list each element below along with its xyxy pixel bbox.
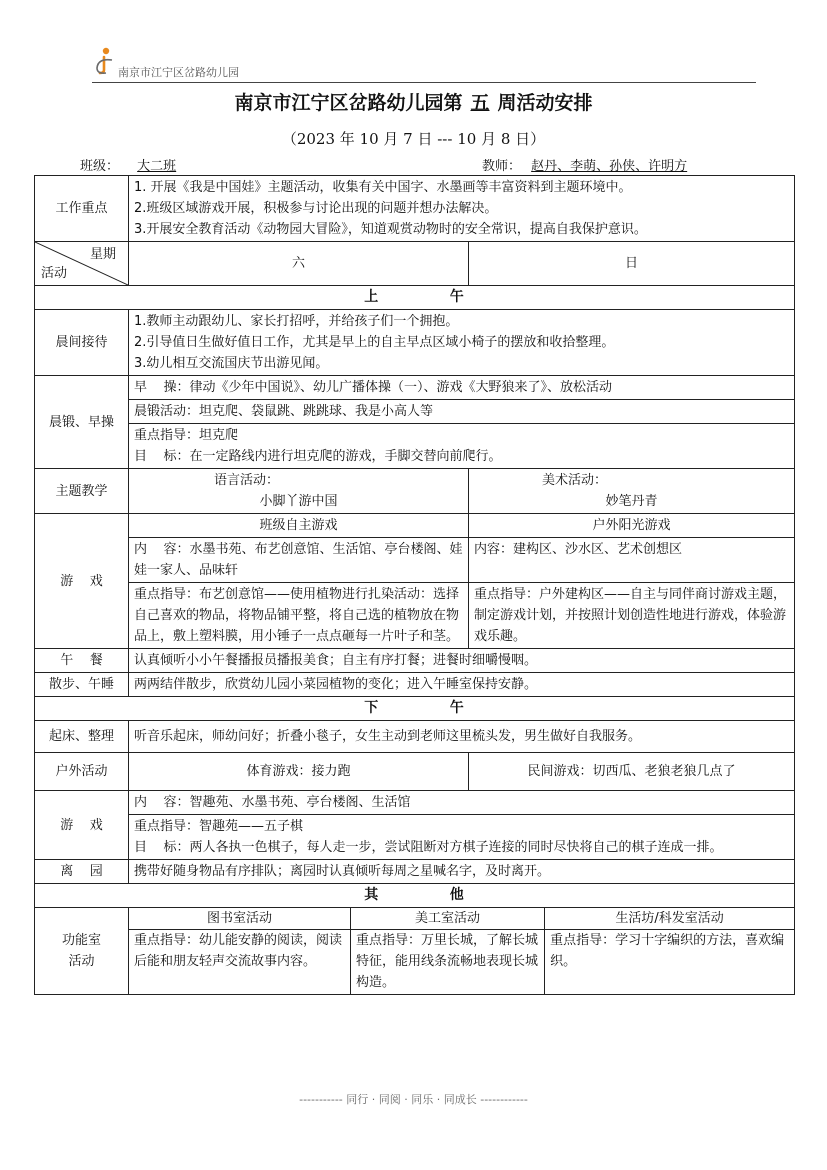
game-pm-guidance-cell	[129, 815, 795, 860]
date-range: （2023 年 10 月 7 日 --- 10 月 8 日）	[281, 130, 546, 148]
game-am-left-content: 内 容：水墨书苑、布艺创意馆、生活馆、亭台楼阁、娃娃一家人、品味轩	[129, 538, 469, 583]
lunch-content: 认真倾听小小午餐播报员播报美食；自主有序打餐；进餐时细嚼慢咽。	[129, 649, 795, 673]
art-room-content: 重点指导：万里长城，了解长城特征，能用线条流畅地表现长城构造。	[350, 930, 544, 995]
exercise-row-2	[35, 400, 795, 424]
exercise-activities: 晨锻活动：坦克爬、袋鼠跳、跳跳球、我是小高人等	[129, 400, 795, 424]
exercise-guidance-cell	[129, 424, 795, 469]
game-pm-row-2	[35, 815, 795, 860]
day-saturday: 六	[129, 242, 469, 286]
days-header-row	[35, 242, 795, 286]
outdoor-folk: 民间游戏：切西瓜、老狼老狼几点了	[469, 753, 795, 791]
function-room-label-line1: 功能室	[61, 933, 101, 948]
reception-row	[35, 310, 795, 376]
game-pm-content: 内 容：智趣苑、水墨书苑、亭台楼阁、生活馆	[129, 791, 795, 815]
reception-line: 3.幼儿相互交流国庆节出游见闻。	[134, 356, 329, 371]
exercise-goal: 目 标：在一定路线内进行坦克爬的游戏，手脚交替向前爬行。	[134, 449, 502, 464]
class-value: 大二班	[137, 159, 177, 174]
exercise-row-1	[35, 376, 795, 400]
teacher-info	[482, 155, 687, 174]
section-afternoon: 下 午	[35, 697, 795, 721]
exercise-label: 晨锻、早操	[35, 376, 129, 469]
afternoon-section-row	[35, 697, 795, 721]
game-am-right-guidance: 重点指导：户外建构区——自主与同伴商讨游戏主题，制定游戏计划，并按照计划创造性地进行游戏，体验游戏乐趣。	[469, 583, 795, 649]
game-am-title-row	[35, 514, 795, 538]
school-logo-icon	[92, 46, 116, 76]
leave-label: 离 园	[35, 860, 129, 884]
theme-art-cell	[469, 469, 795, 514]
function-room-table	[129, 908, 794, 994]
focus-line: 3.开展安全教育活动《动物园大冒险》，知道观赏动物时的安全常识，提高自我保护意识。	[134, 222, 647, 237]
art-room-title: 美工室活动	[350, 908, 544, 930]
game-am-right-content: 内容：建构区、沙水区、艺术创想区	[469, 538, 795, 583]
reception-label: 晨间接待	[35, 310, 129, 376]
reception-line: 1.教师主动跟幼儿、家长打招呼，并给孩子们一个拥抱。	[134, 314, 459, 329]
game-pm-guidance: 重点指导：智趣苑——五子棋	[134, 819, 304, 834]
outdoor-sports: 体育游戏：接力跑	[129, 753, 469, 791]
theme-art-name: 妙笔丹青	[605, 494, 658, 509]
diagonal-header-cell	[35, 242, 129, 286]
lunch-label: 午 餐	[35, 649, 129, 673]
schedule-table	[34, 175, 795, 995]
wakeup-label: 起床、整理	[35, 721, 129, 753]
title-suffix: 周活动安排	[497, 92, 593, 114]
page-footer: ----------- 同行 · 同阅 · 同乐 · 同成长 ------------	[299, 1093, 528, 1106]
section-morning: 上 午	[35, 286, 795, 310]
function-room-label-line2: 活动	[68, 954, 95, 969]
class-info	[80, 155, 176, 174]
game-pm-label: 游 戏	[35, 791, 129, 860]
day-sunday: 日	[469, 242, 795, 286]
class-label: 班级：	[80, 159, 120, 174]
focus-content	[129, 176, 795, 242]
header-divider	[92, 82, 756, 83]
teacher-value: 赵丹、李萌、孙侠、许明方	[531, 159, 688, 174]
game-am-content-row	[35, 538, 795, 583]
exercise-content: 早 操：律动《少年中国说》、幼儿广播体操（一）、游戏《大野狼来了》、放松活动	[129, 376, 795, 400]
function-room-cell	[129, 908, 795, 995]
theme-language-type: 语言活动：	[214, 473, 280, 488]
walk-nap-label: 散步、午睡	[35, 673, 129, 697]
morning-section-row	[35, 286, 795, 310]
function-room-title-row	[129, 908, 794, 930]
life-room-content: 重点指导：学习十字编织的方法，喜欢编织。	[550, 933, 785, 969]
game-am-guidance-row	[35, 583, 795, 649]
exercise-row-3	[35, 424, 795, 469]
leave-row	[35, 860, 795, 884]
function-room-row	[35, 908, 795, 995]
focus-row	[35, 176, 795, 242]
page-title	[0, 88, 827, 115]
exercise-guidance: 重点指导：坦克爬	[134, 428, 239, 443]
game-pm-row-1	[35, 791, 795, 815]
teacher-label: 教师：	[482, 159, 522, 174]
library-content: 重点指导：幼儿能安静的阅读，阅读后能和朋友轻声交流故事内容。	[129, 930, 350, 995]
theme-language-name: 小脚丫游中国	[259, 494, 338, 509]
reception-content	[129, 310, 795, 376]
lunch-row	[35, 649, 795, 673]
weekday-label: 星期	[89, 247, 116, 262]
game-am-right-title: 户外阳光游戏	[469, 514, 795, 538]
other-section-row	[35, 884, 795, 908]
walk-nap-row	[35, 673, 795, 697]
theme-art-type: 美术活动：	[542, 473, 608, 488]
focus-label: 工作重点	[35, 176, 129, 242]
theme-row	[35, 469, 795, 514]
reception-line: 2.引导值日生做好值日工作，尤其是早上的自主早点区域小椅子的摆放和收拾整理。	[134, 335, 615, 350]
title-week: 五	[470, 92, 490, 114]
page-header	[92, 44, 756, 84]
life-room-title: 生活坊/科发室活动	[545, 908, 794, 930]
wakeup-row	[35, 721, 795, 753]
library-title: 图书室活动	[129, 908, 350, 930]
activity-label: 活动	[41, 266, 68, 281]
focus-line: 2.班级区域游戏开展，积极参与讨论出现的问题并想办法解决。	[134, 201, 498, 216]
section-other: 其 他	[35, 884, 795, 908]
game-pm-goal: 目 标：两人各执一色棋子，每人走一步，尝试阻断对方棋子连接的同时尽快将自己的棋子连成一排。	[134, 840, 723, 855]
title-prefix: 南京市江宁区岔路幼儿园第	[234, 92, 463, 114]
outdoor-row	[35, 753, 795, 791]
focus-line: 1. 开展《我是中国娃》主题活动，收集有关中国字、水墨画等丰富资料到主题环境中。	[134, 180, 632, 195]
walk-nap-content: 两两结伴散步，欣赏幼儿园小菜园植物的变化；进入午睡室保持安静。	[129, 673, 795, 697]
theme-language-cell	[129, 469, 469, 514]
theme-label: 主题教学	[35, 469, 129, 514]
leave-content: 携带好随身物品有序排队；离园时认真倾听每周之星喊名字，及时离开。	[129, 860, 795, 884]
game-am-left-title: 班级自主游戏	[129, 514, 469, 538]
header-org-name: 南京市江宁区岔路幼儿园	[118, 66, 239, 79]
function-room-label	[35, 908, 129, 995]
game-am-label: 游 戏	[35, 514, 129, 649]
game-am-left-guidance: 重点指导：布艺创意馆——使用植物进行扎染活动：选择自己喜欢的物品，将物品铺平整，将自己选的植物放在物品上，敷上塑料膜，用小锤子一点点砸每一片叶子和茎。	[129, 583, 469, 649]
function-room-content-row	[129, 930, 794, 995]
outdoor-label: 户外活动	[35, 753, 129, 791]
wakeup-content: 听音乐起床，师幼问好；折叠小毯子，女生主动到老师这里梳头发，男生做好自我服务。	[129, 721, 795, 753]
